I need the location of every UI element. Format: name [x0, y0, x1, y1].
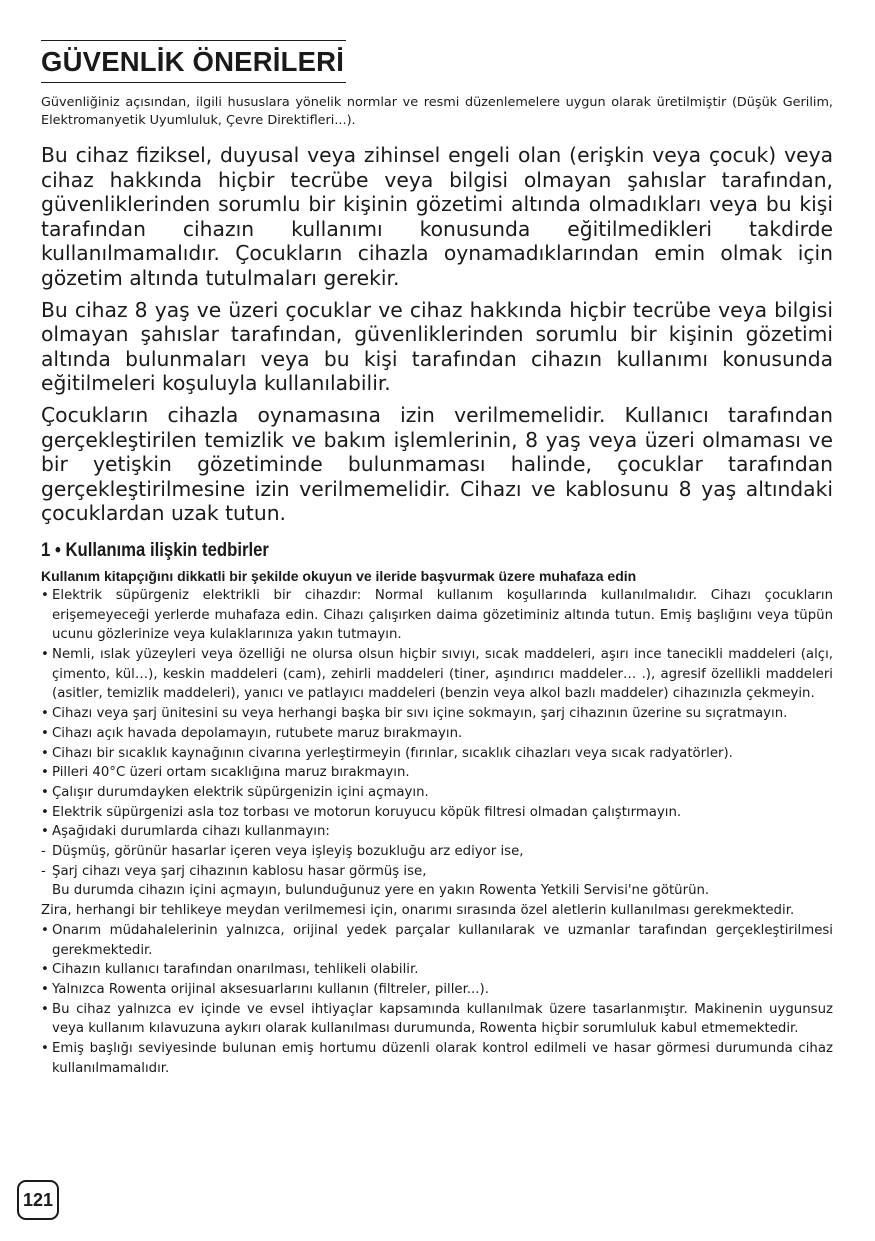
list-item: • Elektrik süpürgenizi asla toz torbası ve motorun koruyucu köpük filtresi olmadan çalıştırmayın. — [41, 803, 833, 823]
list-item: • Cihazı veya şarj ünitesini su veya herhangi başka bir sıvı içine sokmayın, şarj cihazının üzerine su sıçratmayın. — [41, 704, 833, 724]
list-item: • Bu cihaz yalnızca ev içinde ve evsel ihtiyaçlar kapsamında kullanılmak üzere tasarlanmıştır. Makinenin uygunsuz veya kullanım kılavuzuna aykırı olarak kullanılması durumunda, Rowenta hiçbir sorumluluk kabul etmemektedir. — [41, 1001, 833, 1037]
warning-paragraph: Çocukların cihazla oynamasına izin verilmemelidir. Kullanıcı tarafından gerçekleştirilen temizlik ve bakım işlemlerinin, 8 yaş veya üzeri olmaması ve bir yetişkin gözetiminde bulunmaması halinde, çocuklar tarafından gerçekleştirilmesine izin verilmemelidir. Cihazı ve kablosunu 8 yaş altındaki çocuklardan uzak tutun. — [41, 402, 833, 526]
dash-mark: - — [41, 844, 46, 860]
dash-mark: - — [41, 863, 46, 879]
list-item: • Onarım müdahalelerinin yalnızca, orijinal yedek parçalar kullanılarak ve uzmanlar tarafından gerçekleştirilmesi gerekmektedir. — [41, 922, 833, 958]
dash-item: - Şarj cihazı veya şarj cihazının kablosu hasar görmüş ise, — [41, 862, 833, 882]
bullet-mark: • — [41, 587, 49, 603]
list-item: • Cihazı açık havada depolamayın, rutubete maruz bırakmayın. — [41, 724, 833, 744]
bullet-mark: • — [41, 745, 49, 761]
list-item: • Aşağıdaki durumlarda cihazı kullanmayın: — [41, 822, 833, 842]
page-title: GÜVENLİK ÖNERİLERİ — [41, 46, 345, 77]
list-item: • Yalnızca Rowenta orijinal aksesuarlarını kullanın (filtreler, piller...). — [41, 980, 833, 1000]
precautions-list — [41, 586, 833, 1079]
list-item: • Pilleri 40°C üzeri ortam sıcaklığına maruz bırakmayın. — [41, 763, 833, 783]
bullet-mark: • — [41, 981, 49, 997]
section-subtitle: Kullanım kitapçığını dikkatli bir şekilde okuyun ve ileride başvurmak üzere muhafaza edin — [41, 567, 637, 584]
intro-paragraph: Güvenliğiniz açısından, ilgili hususlara yönelik normlar ve resmi düzenlemelere uygun olarak üretilmiştir (Düşük Gerilim, Elektromanyetik Uyumluluk, Çevre Direktifleri...). — [41, 95, 833, 128]
bullet-mark: • — [41, 824, 49, 840]
warning-paragraph: Bu cihaz fiziksel, duyusal veya zihinsel engeli olan (erişkin veya çocuk) veya cihaz hakkında hiçbir tecrübe veya bilgisi olmayan şahıslar tarafından, güvenliklerinden sorumlu bir kişinin gözetimi altında olmadıkları veya bu kişi tarafından cihazın kullanımı konusunda eğitilmedikleri takdirde kullanılmamalıdır. Çocukların cihazla oynamadıklarından emin olmak için gözetim altında tutulmaları gerekir. — [41, 143, 833, 290]
page-number: 121 — [17, 1180, 59, 1220]
bullet-mark: • — [41, 647, 49, 663]
bullet-mark: • — [41, 706, 49, 722]
bullet-mark: • — [41, 1001, 49, 1017]
title-rule — [41, 40, 346, 83]
warning-paragraph: Bu cihaz 8 yaş ve üzeri çocuklar ve cihaz hakkında hiçbir tecrübe veya bilgisi olmayan şahıslar tarafından, güvenliklerinden sorumlu bir kişinin gözetimi altında bulunmaları veya bu kişi tarafından cihazın kullanımı konusunda eğitilmeleri koşuluyla kullanılabilir. — [41, 297, 833, 396]
bullet-mark: • — [41, 1041, 49, 1057]
list-item: • Cihazın kullanıcı tarafından onarılması, tehlikeli olabilir. — [41, 960, 833, 980]
list-item: • Emiş başlığı seviyesinde bulunan emiş hortumu düzenli olarak kontrol edilmeli ve hasar görmesi durumunda cihaz kullanılmamalıdır. — [41, 1041, 833, 1076]
dash-item: - Düşmüş, görünür hasarlar içeren veya işleyiş bozukluğu arz ediyor ise, — [41, 842, 833, 862]
bullet-mark: • — [41, 765, 49, 781]
note-line: Bu durumda cihazın içini açmayın, bulunduğunuz yere en yakın Rowenta Yetkili Servisi'ne götürün. — [52, 883, 710, 899]
section-title: 1 • Kullanıma ilişkin tedbirler — [41, 539, 269, 561]
list-item: • Nemli, ıslak yüzeyleri veya özelliği ne olursa olsun hiçbir sıvıyı, sıcak maddeleri, aşırı ince tanecikli maddeleri (alçı, çimento, kül…), keskin maddeleri (cam), zehirli maddeleri (tiner, aşındırıcı maddeler… .), agresif özellikli maddeleri (asitler, temizlik maddeleri), yanıcı ve patlayıcı maddeleri (benzin veya alkol bazlı maddeler) cihazınızla çekmeyin. — [41, 647, 833, 702]
bullet-mark: • — [41, 962, 49, 978]
bullet-mark: • — [41, 922, 49, 938]
bullet-mark: • — [41, 784, 49, 800]
document-page — [41, 40, 833, 1078]
note-line: Zira, herhangi bir tehlikeye meydan verilmemesi için, onarımı sırasında özel aletlerin kullanılması gerekmektedir. — [41, 903, 795, 919]
bullet-mark: • — [41, 804, 49, 820]
bullet-mark: • — [41, 725, 49, 741]
list-item: • Elektrik süpürgeniz elektrikli bir cihazdır: Normal kullanım koşullarında kullanılmalıdır. Cihazı çocukların erişemeyeceği yerlerde muhafaza edin. Cihazı çalışırken daima gözetiminiz altında tutun. Emiş başlığını veya tüpün ucunu gözlerinize veya kulaklarınıza yakın tutmayın. — [41, 587, 833, 643]
list-item: • Çalışır durumdayken elektrik süpürgenizin içini açmayın. — [41, 783, 833, 803]
list-item: • Cihazı bir sıcaklık kaynağının civarına yerleştirmeyin (fırınlar, sıcaklık cihazları veya sıcak radyatörler). — [41, 744, 833, 764]
